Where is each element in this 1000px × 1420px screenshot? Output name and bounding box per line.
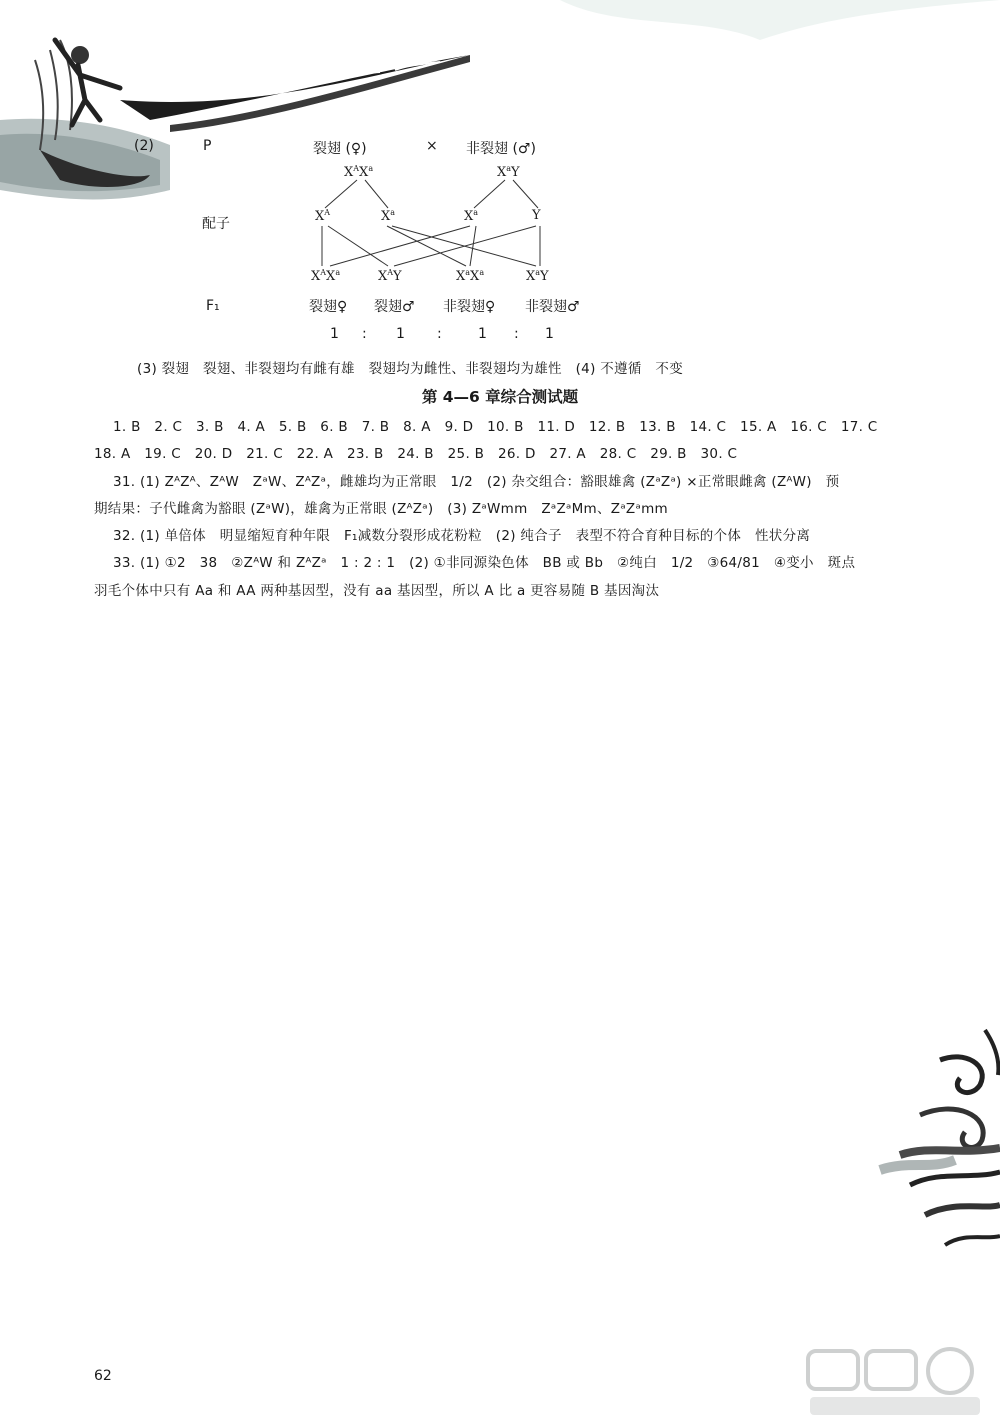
parent-male-genotype: $X^aY$ xyxy=(497,164,520,180)
ratio-sep-3: : xyxy=(514,326,519,342)
f1-phenotype-2: 裂翅♂ xyxy=(374,299,415,315)
parent-female-genotype: $X^AX^a$ xyxy=(344,164,374,180)
f1-phenotype-4: 非裂翅♂ xyxy=(525,299,580,315)
page-number: 62 xyxy=(94,1368,112,1384)
ratio-sep-1: : xyxy=(362,326,367,342)
parent-male-phenotype: 非裂翅 (♂) xyxy=(466,141,536,157)
question-33-line-1: 33. (1) ①2 38 ②ZᴬW 和 ZᴬZᵃ 1 : 2 : 1 (2) ①非同源染色体 BB 或 Bb ②纯白 1/2 ③64/81 ④变小 斑点 xyxy=(113,555,856,571)
parent-female-phenotype: 裂翅 (♀) xyxy=(313,141,367,157)
offspring-genotype-3: $X^aX^a$ xyxy=(456,268,485,284)
answer-part-3-4: (3) 裂翅 裂翅、非裂翅均有雌有雄 裂翅均为雌性、非裂翅均为雄性 (4) 不遵循 不变 xyxy=(137,361,684,377)
parent-label: P xyxy=(203,138,212,154)
gamete-female-1: $X^A$ xyxy=(315,208,331,224)
offspring-genotype-1: $X^AX^a$ xyxy=(311,268,341,284)
offspring-genotype-4: $X^aY$ xyxy=(526,268,549,284)
f1-label: F₁ xyxy=(206,298,220,314)
cross-connector-lines xyxy=(0,0,1000,300)
ratio-4: 1 xyxy=(545,326,554,342)
multiple-choice-answers-1: 1. B 2. C 3. B 4. A 5. B 6. B 7. B 8. A 9. D 10. B 11. D 12. B 13. B 14. C 15. A 16. C 17. C xyxy=(113,419,878,435)
gamete-male-2: Y xyxy=(532,208,541,223)
ratio-1: 1 xyxy=(330,326,339,342)
question-33-line-2: 羽毛个体中只有 Aa 和 AA 两种基因型，没有 aa 基因型，所以 A 比 a 更容易随 B 基因淘汰 xyxy=(94,583,660,599)
ratio-sep-2: : xyxy=(437,326,442,342)
ratio-3: 1 xyxy=(478,326,487,342)
gametes-label: 配子 xyxy=(202,216,230,232)
offspring-genotype-2: $X^AY$ xyxy=(378,268,402,284)
cross-sign: × xyxy=(426,138,438,154)
section-title: 第 4—6 章综合测试题 xyxy=(421,388,579,406)
watermark-logo xyxy=(800,1345,990,1420)
question-32: 32. (1) 单倍体 明显缩短育种年限 F₁减数分裂形成花粉粒 (2) 纯合子 表型不符合育种目标的个体 性状分离 xyxy=(113,528,811,544)
question-31-line-1: 31. (1) ZᴬZᴬ、ZᴬW ZᵃW、ZᴬZᵃ，雌雄均为正常眼 1/2 (2) 杂交组合：豁眼雄禽 (ZᵃZᵃ) ×正常眼雌禽 (ZᴬW) 预 xyxy=(113,474,840,490)
multiple-choice-answers-2: 18. A 19. C 20. D 21. C 22. A 23. B 24. B 25. B 26. D 27. A 28. C 29. B 30. C xyxy=(94,446,738,462)
gamete-male-1: $X^a$ xyxy=(464,208,479,224)
corner-wave-illustration xyxy=(870,1020,1000,1280)
gamete-female-2: $X^a$ xyxy=(381,208,396,224)
f1-phenotype-3: 非裂翅♀ xyxy=(443,299,496,315)
question-31-line-2: 期结果：子代雌禽为豁眼 (ZᵃW)，雄禽为正常眼 (ZᴬZᵃ) (3) ZᵃWmm ZᵃZᵃMm、ZᵃZᵃmm xyxy=(94,501,668,517)
ratio-2: 1 xyxy=(396,326,405,342)
part-label: (2) xyxy=(134,138,154,154)
f1-phenotype-1: 裂翅♀ xyxy=(309,299,348,315)
